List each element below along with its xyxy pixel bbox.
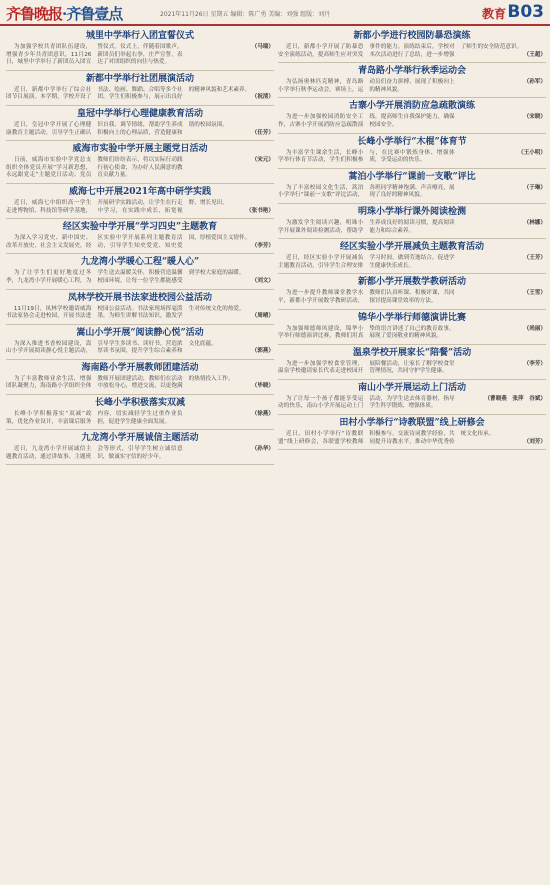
article-byline: （周晴）	[251, 313, 274, 320]
article-byline: （王超）	[523, 51, 546, 58]
article-text: 为深入推进书香校园建设，嵩山小学开展阅读静心悦主题活动，引导学生多读书、读好书，营造浓厚读书氛围，提升学生综合素养和文化底蕴。	[6, 340, 217, 355]
news-article	[278, 380, 546, 415]
article-headline: 新都中学举行社团展演活动	[85, 73, 194, 84]
article-text: 为激发学生阅读兴趣，明珠小学开展课外阅读检测活动，帮助学生养成良好的阅读习惯，提高阅读能力和综合素养。	[278, 219, 455, 234]
article-body	[6, 446, 274, 461]
article-byline: （徐燕）	[251, 411, 274, 418]
article-headline: 威海市实验中学开展主题党日活动	[72, 144, 208, 155]
article-byline: （祝清）	[251, 94, 274, 101]
newspaper-logo	[6, 3, 122, 24]
news-article	[6, 254, 274, 289]
article-body	[6, 200, 274, 215]
news-article	[278, 63, 546, 98]
article-byline: （尚丽）	[523, 325, 546, 332]
article-text: 长峰小学积极落实“双减”政策，优化作业设计，丰富课后服务内容，切实减轻学生过重作业负担，促进学生健康全面发展。	[6, 411, 183, 425]
article-headline: 威海七中开展2021年高中研学实践	[68, 186, 212, 197]
article-byline: （任芳）	[251, 129, 274, 136]
article-body	[278, 44, 546, 59]
article-headline: 经区实验小学开展减负主题教育活动	[339, 242, 484, 253]
news-article	[278, 345, 546, 380]
article-body	[6, 270, 274, 285]
news-article	[6, 395, 274, 430]
news-article	[6, 141, 274, 184]
article-text: 近日，新都中学举行了综合社团节目展演。本学期，学校开设了书法、绘画、舞蹈、合唱等多个社团，学生们积极参与，展示出良好的精神风貌和艺术素养。	[6, 86, 251, 101]
news-article	[278, 28, 546, 63]
article-headline: 锦华小学举行师德演讲比赛	[357, 312, 466, 323]
article-byline: （李芳）	[523, 360, 546, 367]
article-text: 为加强学校共青团队伍建设，增强青少年共青团意识，11月26日，城里中学举行了新团员入团宣誓仪式。仪式上，伴随着国歌声，新团员们举起右拳，庄严宣誓，表达了对团组织的向往与热爱。	[6, 44, 183, 66]
news-article	[6, 71, 274, 106]
news-article	[6, 28, 274, 71]
article-body	[6, 235, 274, 250]
article-text: 为丰富学生课余生活，长峰小学举行体育节活动，学生们积极参与，在比赛中锻炼身体、增强体质，享受运动的快乐。	[278, 149, 455, 164]
article-body	[278, 361, 546, 376]
article-body	[278, 290, 546, 305]
news-article	[6, 360, 274, 395]
news-article	[6, 290, 274, 325]
article-byline: （王小明）	[518, 149, 546, 156]
article-headline: 温泉学校开展家长“陪餐”活动	[352, 347, 472, 358]
article-byline: （宋元）	[251, 157, 274, 164]
article-headline: 南山小学开展运动上门活动	[357, 382, 466, 393]
article-text: 为了让每一个孩子都能享受运动的快乐，南山小学开展运动上门活动，为学生送去体育器材，指导学生科学锻炼，增强体质。	[278, 395, 455, 410]
article-byline: （马瑞）	[251, 44, 274, 50]
article-text: 为了让学生们更好地度过冬季，九龙湾小学开展暖心工程，为学生送去温暖关怀，积极营造温馨校园环境，让每一位学生都能感受到学校大家庭的温暖。	[6, 270, 245, 284]
news-article	[278, 274, 546, 309]
article-headline: 九龙湾小学暖心工程“暖人心”	[80, 257, 200, 268]
section-name: 教育	[481, 7, 506, 21]
article-text: 为了丰富校园文化生活，蒿泊小学举行“课前一支歌”评比活动，各班同学精神饱满、声音嘹亮，展现了良好的精神风貌。	[278, 184, 455, 199]
news-article	[6, 430, 274, 465]
article-body	[278, 396, 546, 411]
article-byline: （郭燕）	[251, 348, 274, 355]
article-text: 为深入学习党史、新中国史、改革开放史、社会主义发展史，经区实验中学开展系列主题教育活动，引导学生知史爱党、知史爱国，厚植爱国主义情怀。	[6, 235, 251, 249]
news-article	[6, 184, 274, 219]
article-body	[278, 431, 546, 446]
article-headline: 长峰小学积极落实双减	[94, 398, 185, 409]
news-article	[278, 415, 546, 450]
article-body	[6, 306, 274, 321]
article-body	[6, 44, 274, 67]
article-byline: （毕晓）	[251, 383, 274, 390]
article-headline: 古寨小学开展消防应急疏散演练	[348, 101, 475, 112]
article-text: 为进一步提升教师课堂教学水平，新都小学开展数学教研活动，教师们认真听课、积极评课，共同探讨提高课堂效率的方法。	[278, 290, 455, 304]
article-headline: 城里中学举行入团宣誓仪式	[85, 31, 194, 41]
news-article	[278, 98, 546, 133]
article-text: 近日，皇冠中学开展了心理健康教育主题活动，引导学生正确认识自我、调节情绪，帮助学生养成积极向上的心理品质，营造健康和谐的校园氛围。	[6, 121, 228, 136]
article-headline: 皇冠中学举行心理健康教育活动	[76, 108, 203, 119]
article-byline: （刘文）	[251, 277, 274, 284]
news-article	[278, 310, 546, 345]
article-byline: （刘芳）	[523, 438, 546, 445]
article-body	[6, 87, 274, 102]
article-byline: （李芳）	[251, 242, 274, 249]
article-byline: （于琳）	[523, 184, 546, 191]
left-column	[6, 28, 274, 883]
article-text: 为了丰富教师业余生活，增强团队凝聚力，海南路小学组织全体教师开展团建活动，教师们在活动中放松身心，增进交流，以更饱满的热情投入工作。	[6, 375, 234, 390]
article-body	[278, 79, 546, 94]
article-body	[278, 220, 546, 235]
page-number: B03	[507, 2, 544, 22]
article-headline: 田村小学举行“诗教联盟”线上研修会	[339, 418, 485, 429]
article-body	[278, 150, 546, 165]
article-body	[278, 114, 546, 129]
right-column	[278, 28, 546, 883]
article-byline: （曹晓燕 张萍 谷斌）	[484, 395, 546, 402]
article-text: 近日，田村小学举行“诗教联盟”线上研修会，各联盟学校教师积极参与，交流诗词教学经验，共同提升诗教水平，推动中华优秀传统文化传承。	[278, 431, 495, 445]
article-text: 近日，威海七中组织高一学生走进博物馆、科技馆等研学基地，开展研学实践活动，让学生在行走中学习，在实践中成长，拓宽视野，增长见识。	[6, 199, 228, 214]
article-text: 日前，威海市实验中学党总支组织全体党员开展“学习新思想，永远跟党走”主题党日活动。党员教师们纷纷表示，将以实际行动践行初心使命，为办好人民满意的教育贡献力量。	[6, 157, 183, 179]
article-headline: 经区实验中学开展“学习四史”主题教育	[62, 222, 218, 233]
news-article	[278, 204, 546, 239]
date-line: 2021年11月26日 星期五 编辑：陈广勇 美编：刘强 组版：刘丹	[160, 11, 331, 18]
article-body	[278, 326, 546, 341]
article-byline: （宋晓）	[523, 114, 546, 121]
article-text: 近日，新都小学开展了防暴恐安全演练活动，提高师生应对突发事件的能力。演练结束后，学校对本次活动进行了总结，进一步增强了师生的安全防范意识。	[278, 44, 523, 58]
masthead	[0, 0, 550, 26]
article-text: 11月19日，凤林学校邀请威海书法家协会走进校园，开展书法进校园公益活动。书法家现场挥毫泼墨，为师生讲解书法知识，激发学生对传统文化的热爱。	[6, 305, 245, 320]
article-headline: 蒿泊小学举行“课前一支歌”评比	[348, 171, 476, 182]
article-headline: 九龙湾小学开展诚信主题活动	[81, 433, 199, 444]
news-article	[278, 239, 546, 274]
article-byline: （孙华）	[251, 446, 274, 453]
article-byline: （张书艳）	[246, 207, 274, 214]
article-body	[6, 411, 274, 426]
article-headline: 明珠小学举行课外阅读检测	[357, 206, 466, 217]
article-byline: （林娜）	[523, 219, 546, 226]
article-byline: （孙军）	[523, 79, 546, 86]
news-article	[6, 106, 274, 141]
article-text: 为进一步加强学校食堂管理，温泉学校邀请家长代表走进校园开展陪餐活动，让家长了解学校食堂管理情况，共同守护学生健康。	[278, 360, 455, 375]
article-text: 为加强师德师风建设，锦华小学举行师德演讲比赛，教师们用真挚的语言讲述了自己的教育故事，展现了爱岗敬业的精神风貌。	[278, 325, 455, 340]
article-headline: 凤林学校开展书法家进校园公益活动	[67, 292, 212, 303]
logo-sub: ·齐鲁壹点	[62, 5, 123, 23]
article-body	[278, 185, 546, 200]
article-byline: （王雪）	[523, 290, 546, 297]
article-headline: 新都小学进行校园防暴恐演练	[353, 31, 471, 41]
article-byline: （王芳）	[523, 255, 546, 262]
news-article	[6, 219, 274, 254]
article-body	[6, 376, 274, 391]
article-headline: 新都小学开展数学教研活动	[357, 277, 466, 288]
logo-main: 齐鲁晚报	[6, 5, 63, 23]
article-headline: 海南路小学开展教师团建活动	[81, 362, 199, 373]
article-text: 近日，九龙湾小学开展诚信主题教育活动，通过讲故事、主题班会等形式，引导学生树立诚信意识，做诚实守信的好少年。	[6, 446, 183, 460]
news-article	[6, 325, 274, 360]
article-body	[6, 157, 274, 180]
news-article	[278, 169, 546, 204]
article-text: 为弘扬奥林匹克精神，青岛路小学举行秋季运动会。赛场上，运动员们奋力拼搏，展现了积极向上的精神风貌。	[278, 79, 455, 93]
article-headline: 嵩山小学开展“阅读静心悦”活动	[76, 327, 204, 338]
article-body	[6, 341, 274, 356]
article-headline: 长峰小学举行“木棍”体育节	[357, 136, 467, 147]
article-text: 为进一步加强校园消防安全工作，古寨小学开展消防应急疏散演练，提高师生自我保护能力，确保校园安全。	[278, 114, 455, 128]
article-body	[6, 122, 274, 137]
article-body	[278, 255, 546, 270]
news-article	[278, 134, 546, 169]
article-headline: 青岛路小学举行秋季运动会	[357, 66, 466, 77]
article-text: 近日，经区实验小学开展减负主题教育活动，引导学生合理安排学习时间，做到劳逸结合，促进学生健康快乐成长。	[278, 255, 455, 269]
